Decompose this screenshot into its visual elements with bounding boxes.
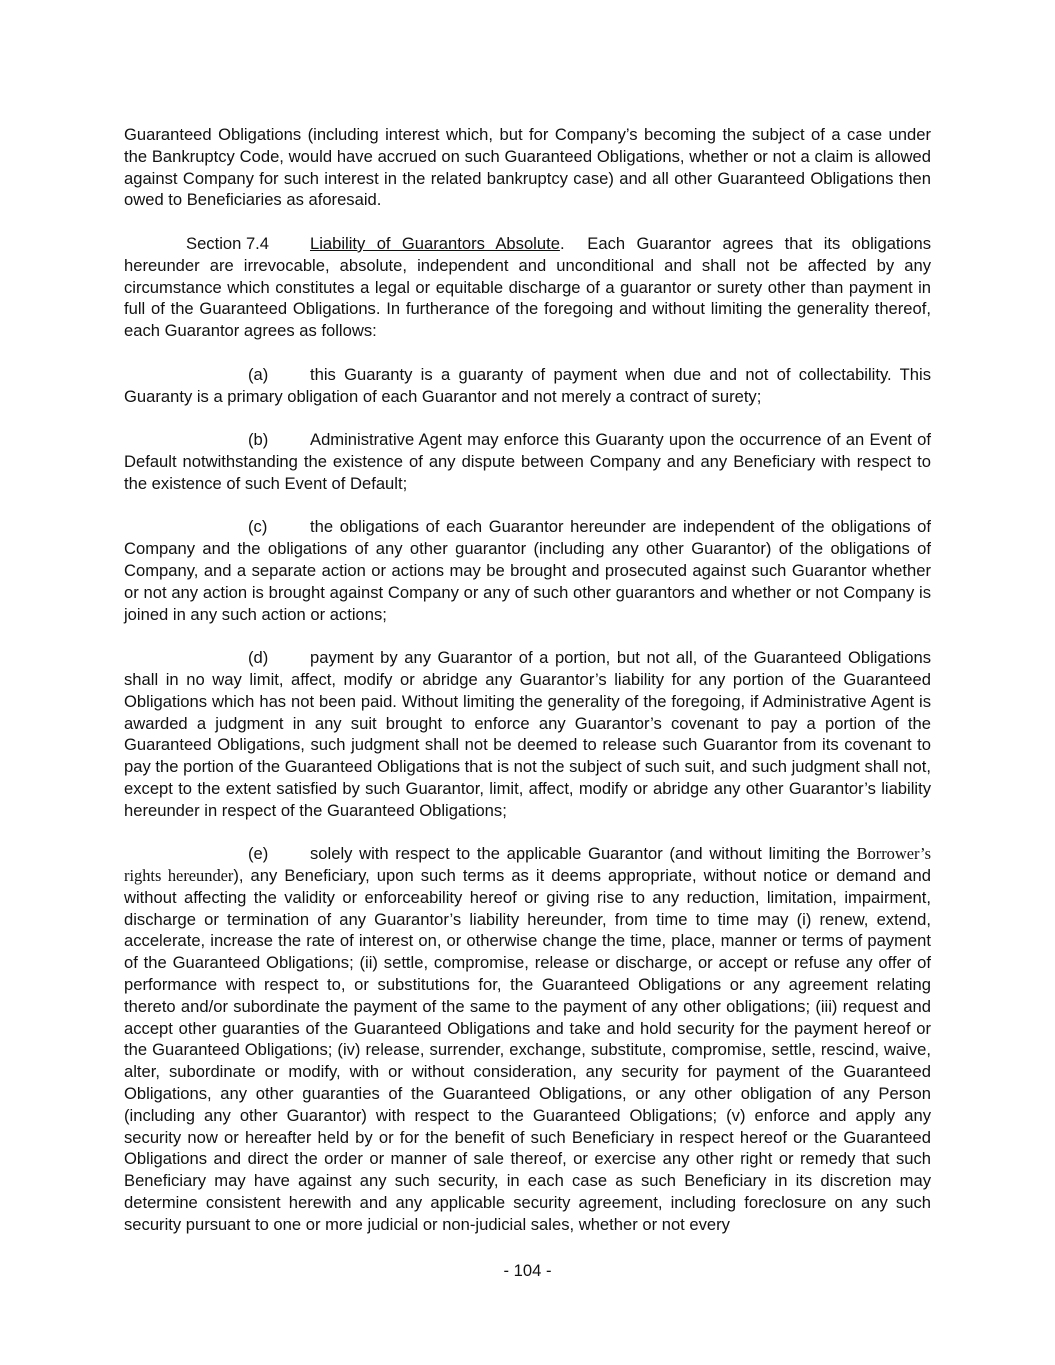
section-body: Each Guarantor agrees that its obligations hereunder are irrevocable, absolute, independent and unconditional and shall not be affected by any circumstance which constitutes a legal or equitable discharge of a guarantor or surety other than payment in full of the Guaranteed Obligations. In furtherance of the foregoing and without limiting the generality thereof, each Guarantor agrees as follows: xyxy=(124,233,931,341)
clause-text-serif-run: Borrower’s rights hereunder xyxy=(124,844,931,886)
clause-a xyxy=(124,364,931,408)
clause-b xyxy=(124,429,931,494)
clause-label: (d) xyxy=(248,648,269,668)
page-number: - 104 - xyxy=(503,1261,552,1280)
clause-label: (c) xyxy=(248,517,268,537)
section-heading: Liability of Guarantors Absolute xyxy=(310,233,560,253)
document-page xyxy=(124,124,931,1257)
section-number: Section 7.4 xyxy=(186,233,270,253)
section-heading-punct: . xyxy=(559,233,565,253)
clause-text: this Guaranty is a guaranty of payment when due and not of collectability. This Guaranty is a primary obligation of each Guarantor and not merely a contract of surety; xyxy=(124,364,931,406)
clause-text: payment by any Guarantor of a portion, but not all, of the Guaranteed Obligations shall in no way limit, affect, modify or abridge any Guarantor’s liability for any portion of the Guaranteed Obligations which has not been paid. Without limiting the generality of the foregoing, if Administrative Agent is awarded a judgment in any suit brought to enforce any Guarantor’s covenant to pay a portion of the Guaranteed Obligations, such judgment shall not be deemed to release such Guarantor from its covenant to pay the portion of the Guaranteed Obligations that is not the subject of such suit, and such judgment shall not, except to the extent satisfied by such Guarantor, limit, affect, modify or abridge any other Guarantor’s liability hereunder in respect of the Guaranteed Obligations; xyxy=(124,648,931,820)
clause-label: (e) xyxy=(248,844,269,864)
paragraph-continuation: Guaranteed Obligations (including interest which, but for Company’s becoming the subject of a case under the Bankruptcy Code, would have accrued on such Guaranteed Obligations, whether or not a claim is allowed against Company for such interest in the related bankruptcy case) and all other Guaranteed Obligations then owed to Beneficiaries as aforesaid. xyxy=(124,125,931,210)
clause-text-part1: solely with respect to the applicable Guarantor (and without limiting the xyxy=(310,844,857,864)
clause-text-part2: ), any Beneficiary, upon such terms as it deems appropriate, without notice or demand and without affecting the validity or enforceability hereof or giving rise to any reduction, limitation, impairment, discharge or termination of any Guarantor’s liability hereunder, from time to time may (i) renew, extend, accelerate, increase the rate of interest on, or otherwise change the time, place, manner or terms of payment of the Guaranteed Obligations; (ii) settle, compromise, release or discharge, or accept or refuse any offer of performance with respect to, or substitutions for, the Guaranteed Obligations or any agreement relating thereto and/or subordinate the payment of the same to the payment of any other obligations; (iii) request and accept other guaranties of the Guaranteed Obligations and take and hold security for the payment hereof or the Guaranteed Obligations; (iv) release, surrender, exchange, substitute, compromise, settle, rescind, waive, alter, subordinate or modify, with or without consideration, any security for payment of the Guaranteed Obligations, any other guaranties of the Guaranteed Obligations, or any other obligation of any Person (including any other Guarantor) with respect to the Guaranteed Obligations; (v) enforce and apply any security now or hereafter held by or for the benefit of such Beneficiary in respect hereof or the Guaranteed Obligations and direct the order or manner of sale thereof, or exercise any other right or remedy that such Beneficiary may have against any such security, in each case as such Beneficiary in its discretion may determine consistent herewith and any applicable security agreement, including foreclosure on any such security pursuant to one or more judicial or non-judicial sales, whether or not every xyxy=(124,866,931,1234)
clause-d xyxy=(124,647,931,821)
clause-label: (a) xyxy=(248,364,269,384)
clause-e xyxy=(124,843,931,1235)
clause-label: (b) xyxy=(248,430,269,450)
clause-text: the obligations of each Guarantor hereunder are independent of the obligations of Company and the obligations of any other guarantor (including any other Guarantor) of the obligations of Company, and a separate action or actions may be brought and prosecuted against such Guarantor whether or not any action is brought against Company or any of such other guarantors and whether or not Company is joined in any such action or actions; xyxy=(124,517,931,624)
clause-text: Administrative Agent may enforce this Guaranty upon the occurrence of an Event of Default notwithstanding the existence of any dispute between Company and any Beneficiary with respect to the existence of such Event of Default; xyxy=(124,430,931,493)
section-7-4-paragraph xyxy=(124,233,931,342)
clause-c xyxy=(124,516,931,625)
